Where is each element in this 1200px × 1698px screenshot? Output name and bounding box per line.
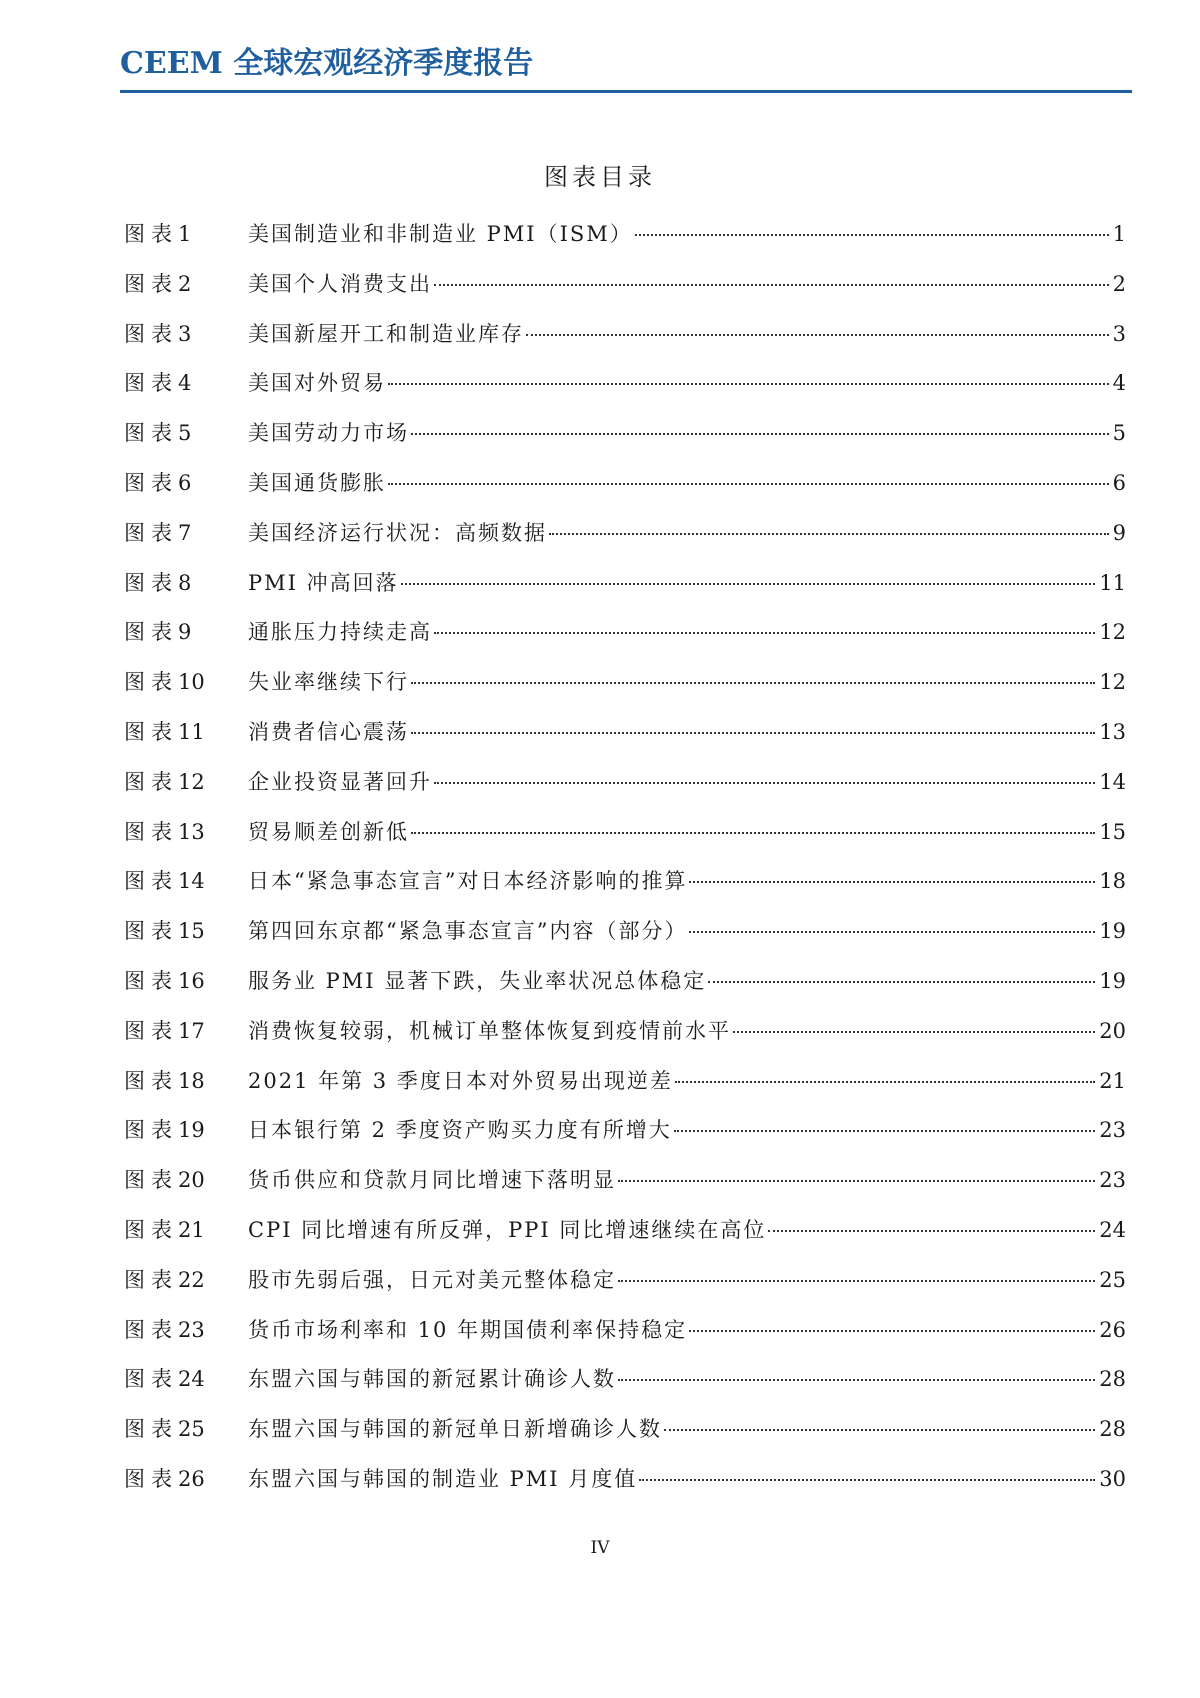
- toc-entry[interactable]: [124, 1364, 1126, 1414]
- toc-entry-page: 19: [1099, 919, 1126, 944]
- toc-entry-page: 25: [1099, 1267, 1126, 1292]
- toc-dot-leader: [411, 732, 1095, 734]
- toc-entry-number: 8: [178, 570, 192, 595]
- toc-entry-label: [124, 219, 248, 249]
- toc-entry-title: 美国经济运行状况：高频数据: [248, 520, 547, 545]
- toc-entry-title: 消费恢复较弱，机械订单整体恢复到疫情前水平: [248, 1018, 731, 1043]
- toc-entry-label-prefix: 图表: [124, 869, 178, 894]
- toc-dot-leader: [768, 1230, 1095, 1232]
- toc-entry-title: 2021 年第 3 季度日本对外贸易出现逆差: [248, 1068, 673, 1093]
- toc-entry-label: [124, 667, 248, 697]
- toc-entry-page: 19: [1099, 968, 1126, 993]
- toc-entry[interactable]: [124, 1115, 1126, 1165]
- toc-entry-number: 23: [178, 1317, 205, 1342]
- toc-entry[interactable]: [124, 667, 1126, 717]
- toc-entry-title: 消费者信心震荡: [248, 719, 409, 744]
- toc-entry-label-prefix: 图表: [124, 670, 178, 695]
- toc-entry-title: 美国劳动力市场: [248, 421, 409, 446]
- toc-entry-title: 美国制造业和非制造业 PMI（ISM）: [248, 222, 633, 246]
- toc-entry-label: [124, 468, 248, 498]
- toc-entry-number: 22: [178, 1267, 205, 1292]
- toc-entry-page: 23: [1099, 1118, 1126, 1143]
- toc-entry-title: 股市先弱后强，日元对美元整体稳定: [248, 1267, 616, 1292]
- toc-entry[interactable]: [124, 1215, 1126, 1265]
- toc-entry-label-prefix: 图表: [124, 719, 178, 744]
- toc-entry-page: 26: [1099, 1317, 1126, 1342]
- toc-entry-label-prefix: 图表: [124, 620, 178, 645]
- toc-entry-label: [124, 1414, 248, 1444]
- toc-entry[interactable]: [124, 1265, 1126, 1315]
- report-header-title: CEEM 全球宏观经济季度报告: [120, 46, 534, 81]
- toc-entry-page: 5: [1112, 421, 1126, 446]
- toc-entry-number: 18: [178, 1068, 205, 1093]
- toc-entry-title: CPI 同比增速有所反弹，PPI 同比增速继续在高位: [248, 1217, 767, 1242]
- toc-dot-leader: [411, 682, 1095, 684]
- toc-entry-label-prefix: 图表: [124, 1317, 178, 1342]
- toc-entry-page: 1: [1112, 222, 1126, 246]
- toc-entry-title: 美国通货膨胀: [248, 470, 386, 495]
- toc-dot-leader: [434, 632, 1095, 634]
- toc-entry[interactable]: [124, 1464, 1126, 1514]
- toc-dot-leader: [401, 583, 1096, 585]
- toc-entry-label: [124, 1115, 248, 1145]
- toc-entry-page: 30: [1099, 1466, 1126, 1491]
- toc-entry-label-prefix: 图表: [124, 1168, 178, 1193]
- toc-dot-leader: [639, 1479, 1095, 1481]
- toc-entry-number: 3: [178, 321, 192, 346]
- toc-entry-number: 12: [178, 769, 205, 794]
- toc-entry-label-prefix: 图表: [124, 470, 178, 495]
- toc-entry-page: 18: [1099, 869, 1126, 894]
- toc-dot-leader: [618, 1379, 1095, 1381]
- toc-entry[interactable]: [124, 966, 1126, 1016]
- toc-entry-label: [124, 1315, 248, 1345]
- toc-entry-number: 2: [178, 271, 192, 296]
- toc-entry-number: 14: [178, 869, 205, 894]
- toc-entry[interactable]: [124, 916, 1126, 966]
- toc-entry-label: [124, 767, 248, 797]
- toc-entry-title: 服务业 PMI 显著下跌，失业率状况总体稳定: [248, 968, 707, 993]
- toc-entry-label-prefix: 图表: [124, 1267, 178, 1292]
- toc-entry[interactable]: [124, 866, 1126, 916]
- toc-entry-page: 13: [1099, 719, 1126, 744]
- toc-entry-title: PMI 冲高回落: [248, 570, 399, 595]
- toc-entry-page: 12: [1099, 620, 1126, 645]
- toc-entry-title: 东盟六国与韩国的新冠累计确诊人数: [248, 1367, 616, 1392]
- toc-entry-page: 28: [1099, 1417, 1126, 1442]
- toc-entry-label: [124, 1265, 248, 1295]
- toc-entry-label-prefix: 图表: [124, 1217, 178, 1242]
- toc-entry-number: 25: [178, 1417, 205, 1442]
- toc-entry-number: 5: [178, 421, 192, 446]
- toc-entry-number: 17: [178, 1018, 205, 1043]
- toc-entry-label: [124, 319, 248, 349]
- toc-entry-page: 2: [1112, 271, 1126, 296]
- toc-entry-label: [124, 368, 248, 398]
- header-rule: [120, 90, 1132, 93]
- toc-list: [124, 219, 1126, 1514]
- toc-entry-label-prefix: 图表: [124, 968, 178, 993]
- toc-entry[interactable]: [124, 468, 1126, 518]
- toc-entry-page: 6: [1112, 470, 1126, 495]
- toc-dot-leader: [689, 881, 1095, 883]
- toc-entry-label: [124, 617, 248, 647]
- toc-entry-title: 第四回东京都“紧急事态宣言”内容（部分）: [248, 919, 688, 944]
- toc-entry[interactable]: [124, 1315, 1126, 1365]
- toc-entry-page: 23: [1099, 1168, 1126, 1193]
- page-number: IV: [590, 1538, 610, 1558]
- toc-entry-number: 19: [178, 1118, 205, 1143]
- toc-dot-leader: [618, 1180, 1095, 1182]
- toc-dot-leader: [733, 1031, 1095, 1033]
- toc-entry-title: 美国个人消费支出: [248, 271, 432, 296]
- toc-entry-number: 15: [178, 919, 205, 944]
- toc-entry[interactable]: [124, 418, 1126, 468]
- toc-entry-number: 20: [178, 1168, 205, 1193]
- toc-entry[interactable]: [124, 568, 1126, 618]
- toc-entry-label: [124, 1165, 248, 1195]
- toc-entry-page: 20: [1099, 1018, 1126, 1043]
- toc-entry-label-prefix: 图表: [124, 371, 178, 396]
- toc-dot-leader: [674, 1130, 1096, 1132]
- toc-dot-leader: [689, 931, 1095, 933]
- toc-entry[interactable]: [124, 717, 1126, 767]
- toc-entry-label-prefix: 图表: [124, 570, 178, 595]
- toc-entry-page: 14: [1099, 769, 1126, 794]
- toc-entry-label: [124, 717, 248, 747]
- toc-entry-page: 11: [1099, 570, 1126, 595]
- toc-entry-label-prefix: 图表: [124, 1367, 178, 1392]
- toc-title: 图表目录: [544, 163, 656, 191]
- toc-entry[interactable]: [124, 1016, 1126, 1066]
- toc-entry-label-prefix: 图表: [124, 1417, 178, 1442]
- toc-entry-number: 1: [178, 222, 192, 246]
- toc-entry-label-prefix: 图表: [124, 321, 178, 346]
- toc-entry-page: 4: [1112, 371, 1126, 396]
- toc-entry[interactable]: [124, 269, 1126, 319]
- toc-entry-number: 6: [178, 470, 192, 495]
- toc-entry-label: [124, 966, 248, 996]
- toc-dot-leader: [411, 832, 1095, 834]
- toc-entry-title: 东盟六国与韩国的制造业 PMI 月度值: [248, 1466, 638, 1491]
- toc-entry-page: 24: [1099, 1217, 1126, 1242]
- toc-entry-label-prefix: 图表: [124, 769, 178, 794]
- toc-dot-leader: [388, 383, 1109, 385]
- toc-entry-title: 货币市场利率和 10 年期国债利率保持稳定: [248, 1317, 688, 1342]
- toc-entry-label: [124, 1464, 248, 1494]
- toc-entry[interactable]: [124, 617, 1126, 667]
- toc-entry-number: 21: [178, 1217, 205, 1242]
- toc-entry[interactable]: [124, 1414, 1126, 1464]
- toc-entry[interactable]: [124, 368, 1126, 418]
- toc-entry-number: 4: [178, 371, 192, 396]
- toc-entry-label: [124, 518, 248, 548]
- toc-entry-label: [124, 1016, 248, 1046]
- toc-entry-label: [124, 1364, 248, 1394]
- toc-entry-label-prefix: 图表: [124, 919, 178, 944]
- toc-entry-label-prefix: 图表: [124, 819, 178, 844]
- toc-dot-leader: [411, 433, 1109, 435]
- toc-entry-number: 16: [178, 968, 205, 993]
- toc-entry-page: 12: [1099, 670, 1126, 695]
- toc-entry-title: 美国新屋开工和制造业库存: [248, 321, 524, 346]
- toc-entry-label: [124, 568, 248, 598]
- toc-entry-label-prefix: 图表: [124, 520, 178, 545]
- toc-entry-number: 13: [178, 819, 205, 844]
- toc-dot-leader: [675, 1081, 1095, 1083]
- toc-dot-leader: [549, 533, 1109, 535]
- toc-dot-leader: [664, 1429, 1095, 1431]
- toc-dot-leader: [618, 1280, 1095, 1282]
- toc-entry-title: 东盟六国与韩国的新冠单日新增确诊人数: [248, 1417, 662, 1442]
- toc-dot-leader: [434, 782, 1095, 784]
- toc-entry[interactable]: [124, 518, 1126, 568]
- toc-entry-label-prefix: 图表: [124, 222, 178, 246]
- toc-entry[interactable]: [124, 817, 1126, 867]
- toc-entry-number: 7: [178, 520, 192, 545]
- toc-entry-title: 企业投资显著回升: [248, 769, 432, 794]
- toc-entry-page: 9: [1112, 520, 1126, 545]
- toc-entry-title: 通胀压力持续走高: [248, 620, 432, 645]
- toc-entry-number: 10: [178, 670, 205, 695]
- toc-entry-label-prefix: 图表: [124, 1068, 178, 1093]
- toc-entry-label: [124, 269, 248, 299]
- toc-entry-page: 3: [1112, 321, 1126, 346]
- toc-entry-title: 贸易顺差创新低: [248, 819, 409, 844]
- toc-entry-label: [124, 866, 248, 896]
- toc-entry-label-prefix: 图表: [124, 1466, 178, 1491]
- toc-dot-leader: [689, 1330, 1095, 1332]
- toc-entry[interactable]: [124, 1165, 1126, 1215]
- toc-dot-leader: [388, 483, 1109, 485]
- toc-entry-label: [124, 1215, 248, 1245]
- toc-entry-number: 11: [178, 719, 205, 744]
- toc-entry-title: 美国对外贸易: [248, 371, 386, 396]
- toc-entry-label: [124, 418, 248, 448]
- toc-dot-leader: [708, 981, 1095, 983]
- toc-entry-title: 日本“紧急事态宣言”对日本经济影响的推算: [248, 869, 688, 894]
- toc-entry[interactable]: [124, 767, 1126, 817]
- toc-dot-leader: [635, 234, 1109, 236]
- toc-entry-label: [124, 1066, 248, 1096]
- toc-entry[interactable]: [124, 219, 1126, 269]
- toc-entry-title: 日本银行第 2 季度资产购买力度有所增大: [248, 1118, 672, 1143]
- toc-entry-number: 26: [178, 1466, 205, 1491]
- toc-entry-page: 21: [1099, 1068, 1126, 1093]
- toc-entry-number: 24: [178, 1367, 205, 1392]
- toc-entry-label-prefix: 图表: [124, 421, 178, 446]
- toc-entry-label: [124, 817, 248, 847]
- toc-entry-page: 28: [1099, 1367, 1126, 1392]
- toc-entry-page: 15: [1099, 819, 1126, 844]
- toc-entry-label-prefix: 图表: [124, 1018, 178, 1043]
- toc-entry[interactable]: [124, 319, 1126, 369]
- toc-entry-title: 货币供应和贷款月同比增速下落明显: [248, 1168, 616, 1193]
- toc-dot-leader: [434, 284, 1109, 286]
- toc-dot-leader: [526, 334, 1109, 336]
- toc-entry-title: 失业率继续下行: [248, 670, 409, 695]
- toc-entry-label-prefix: 图表: [124, 1118, 178, 1143]
- toc-entry-label: [124, 916, 248, 946]
- toc-entry[interactable]: [124, 1066, 1126, 1116]
- toc-entry-label-prefix: 图表: [124, 271, 178, 296]
- toc-entry-number: 9: [178, 620, 192, 645]
